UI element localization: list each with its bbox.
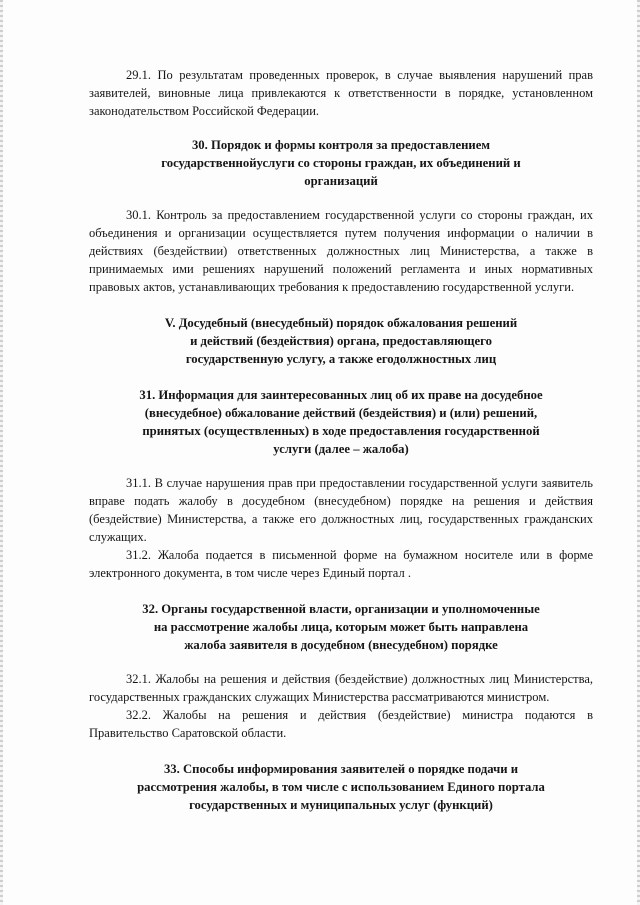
heading-section-33 bbox=[89, 760, 593, 814]
heading-section-30 bbox=[89, 136, 593, 190]
heading-line: 31. Информация для заинтересованных лиц об их праве на досудебное bbox=[139, 388, 543, 402]
heading-line: государственных и муниципальных услуг (функций) bbox=[189, 798, 493, 812]
heading-section-31 bbox=[89, 386, 593, 458]
heading-line: организаций bbox=[304, 174, 378, 188]
heading-line: государственнойуслуги со стороны граждан, их объединений и bbox=[161, 156, 521, 170]
heading-section-32 bbox=[89, 600, 593, 654]
heading-line: (внесудебное) обжалование действий (бездействия) и (или) решений, bbox=[144, 406, 538, 420]
heading-line: государственную услугу, а также егодолжностных лиц bbox=[185, 352, 497, 366]
document-body bbox=[89, 66, 593, 814]
scan-edge-left bbox=[0, 0, 3, 905]
paragraph-31-2: 31.2. Жалоба подается в письменной форме на бумажном носителе или в форме электронного документа, в том числе через Единый портал . bbox=[89, 548, 593, 580]
paragraph-32-1: 32.1. Жалобы на решения и действия (бездействие) должностных лиц Министерства, государственных гражданских служащих Министерства рассматриваются министром. bbox=[89, 672, 593, 704]
heading-line: на рассмотрение жалобы лица, которым может быть направлена bbox=[153, 620, 529, 634]
heading-line: жалоба заявителя в досудебном (внесудебном) порядке bbox=[184, 638, 498, 652]
paragraph-30-1: 30.1. Контроль за предоставлением государственной услуги со стороны граждан, их объединения и организации осуществляется путем получения информации о наличии в действиях (бездействии) ответственных должностных лиц Министерства, а также в принимаемых ими решениях нарушений положений регламента и иных нормативных правовых актов, устанавливающих требования к предоставлению государственной услуги. bbox=[89, 208, 593, 294]
heading-line: услуги (далее – жалоба) bbox=[273, 442, 409, 456]
heading-line: 33. Способы информирования заявителей о порядке подачи и bbox=[163, 762, 519, 776]
paragraph-31-1: 31.1. В случае нарушения прав при предоставлении государственной услуги заявитель вправе подать жалобу в досудебном (внесудебном) порядке на решения и действия (бездействие) Министерства, а также его должностных лиц, государственных гражданских служащих. bbox=[89, 476, 593, 544]
heading-line: и действий (бездействия) органа, предоставляющего bbox=[190, 334, 492, 348]
heading-line: 30. Порядок и формы контроля за предоставлением bbox=[191, 138, 491, 152]
heading-line: рассмотрения жалобы, в том числе с использованием Единого портала bbox=[137, 780, 545, 794]
heading-line: принятых (осуществленных) в ходе предоставления государственной bbox=[142, 424, 540, 438]
paragraph-29-1: 29.1. По результатам проведенных проверок, в случае выявления нарушений прав заявителей, виновные лица привлекаются к ответственности в порядке, установленном законодательством Российской Федерации. bbox=[89, 68, 593, 118]
heading-line: V. Досудебный (внесудебный) порядок обжалования решений bbox=[164, 316, 518, 330]
heading-chapter-v bbox=[89, 314, 593, 368]
heading-line: 32. Органы государственной власти, организации и уполномоченные bbox=[142, 602, 540, 616]
paragraph-32-2: 32.2. Жалобы на решения и действия (бездействие) министра подаются в Правительство Саратовской области. bbox=[89, 708, 593, 740]
